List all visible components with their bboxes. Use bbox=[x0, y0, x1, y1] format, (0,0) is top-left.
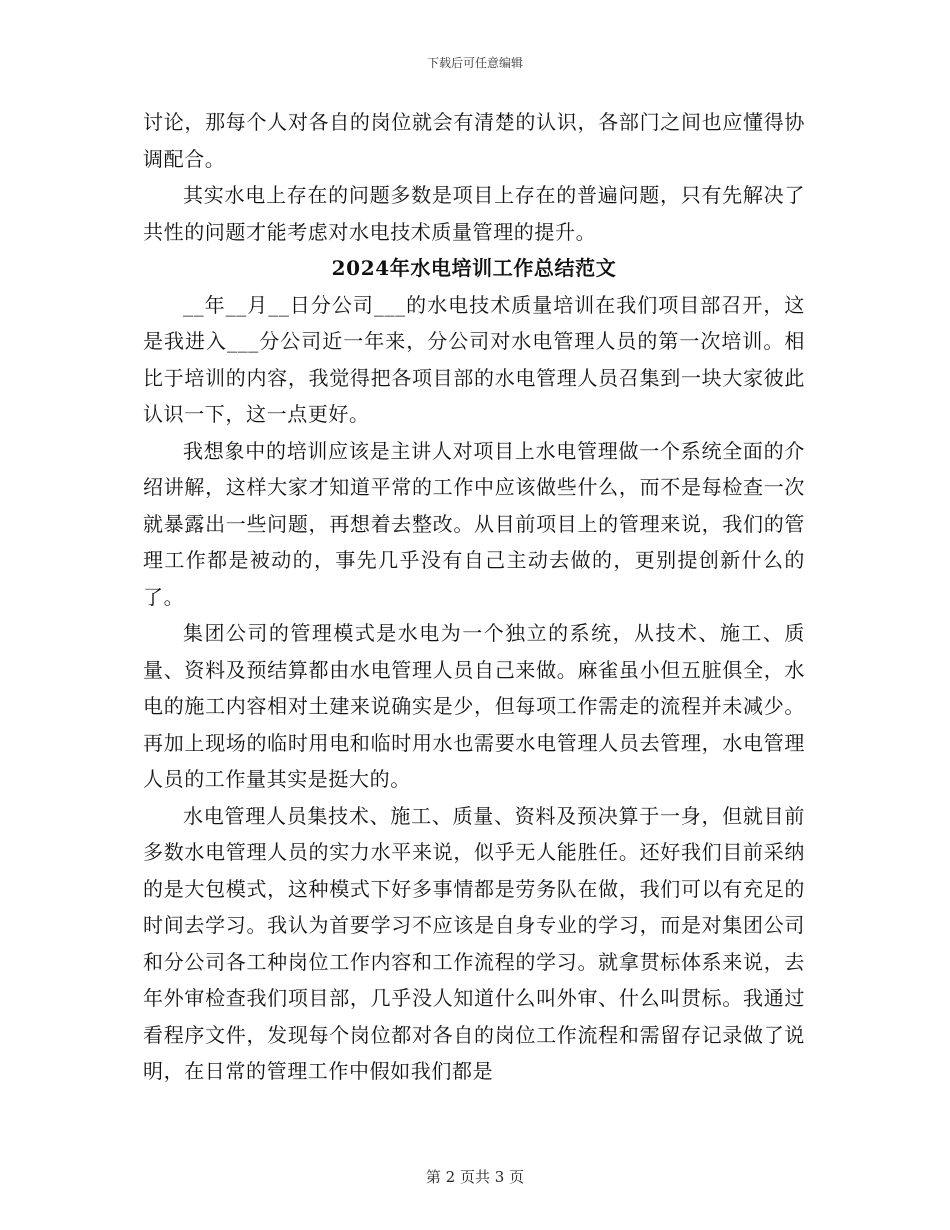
paragraph: __年__月__日分公司___的水电技术质量培训在我们项目部召开，这是我进入___分公司近一年来，分公司对水电管理人员的第一次培训。相比于培训的内容，我觉得把各项目部的水电管理人员召集到一块大家彼此认识一下，这一点更好。 bbox=[143, 292, 805, 426]
page-footer: 第 2 页共 3 页 bbox=[425, 1168, 525, 1186]
paragraph: 水电管理人员集技术、施工、质量、资料及预决算于一身，但就目前多数水电管理人员的实力水平来说，似乎无人能胜任。还好我们目前采纳的是大包模式，这种模式下好多事情都是劳务队在做，我们可以有充足的时间去学习。我认为首要学习不应该是自身专业的学习，而是对集团公司和分公司各工种岗位工作内容和工作流程的学习。就拿贯标体系来说，去年外审检查我们项目部，几乎没人知道什么叫外审、什么叫贯标。我通过看程序文件，发现每个岗位都对各自的岗位工作流程和需留存记录做了说明，在日常的管理工作中假如我们都是 bbox=[143, 803, 805, 1083]
paragraph-continuation: 讨论，那每个人对各自的岗位就会有清楚的认识，各部门之间也应懂得协调配合。 bbox=[143, 110, 805, 171]
paragraph: 集团公司的管理模式是水电为一个独立的系统，从技术、施工、质量、资料及预结算都由水电管理人员自己来做。麻雀虽小但五脏俱全，水电的施工内容相对土建来说确实是少，但每项工作需走的流程并未减少。再加上现场的临时用电和临时用水也需要水电管理人员去管理，水电管理人员的工作量其实是挺大的。 bbox=[143, 621, 805, 791]
document-title: 2024年水电培训工作总结范文 bbox=[331, 256, 617, 280]
page-header: 下载后可任意编辑 bbox=[426, 56, 523, 70]
paragraph: 其实水电上存在的问题多数是项目上存在的普遍问题，只有先解决了共性的问题才能考虑对水电技术质量管理的提升。 bbox=[143, 183, 805, 244]
paragraph: 我想象中的培训应该是主讲人对项目上水电管理做一个系统全面的介绍讲解，这样大家才知道平常的工作中应该做些什么，而不是每检查一次就暴露出一些问题，再想着去整改。从目前项目上的管理来说，我们的管理工作都是被动的，事先几乎没有自己主动去做的，更别提创新什么的了。 bbox=[143, 438, 805, 609]
document-body bbox=[143, 104, 805, 1090]
